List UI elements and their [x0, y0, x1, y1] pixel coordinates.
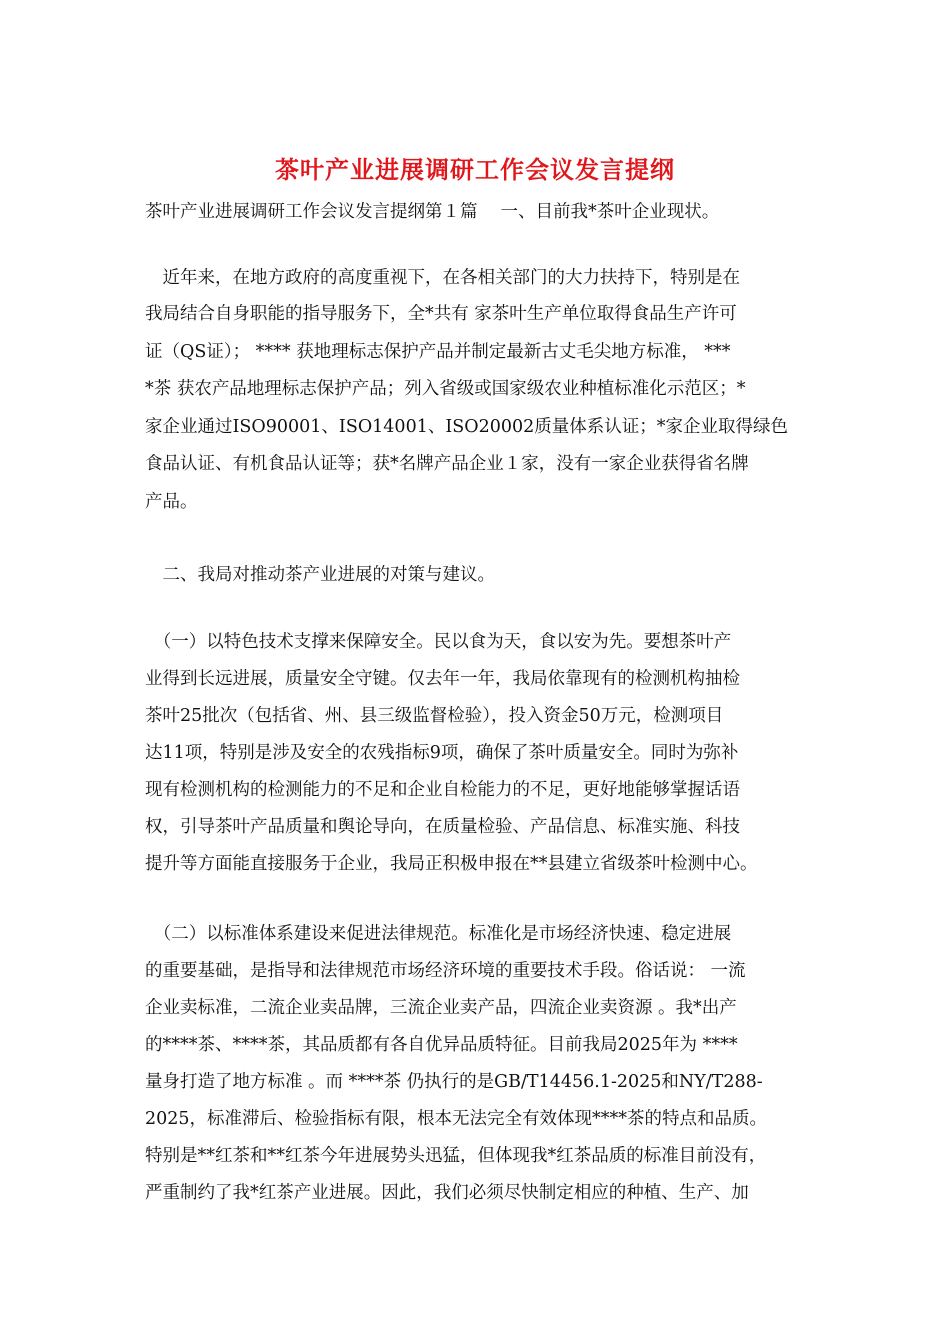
- intro-line: 茶叶产业进展调研工作会议发言提纲第１篇 一、目前我*茶叶企业现状。: [145, 202, 720, 222]
- para3-line: 严重制约了我*红茶产业进展。因此，我们必须尽快制定相应的种植、生产、加: [145, 1183, 749, 1203]
- para2-line: 现有检测机构的检测能力的不足和企业自检能力的不足，更好地能够掌握话语: [145, 780, 740, 800]
- para1-line: 产品。: [145, 492, 198, 512]
- section-heading: 二、我局对推动茶产业进展的对策与建议。: [145, 565, 495, 585]
- para3-line: 的****茶、****茶，其品质都有各自优异品质特征。目前我局2025年为 ****: [145, 1035, 738, 1055]
- para1-line: 我局结合自身职能的指导服务下，全*共有 家茶叶生产单位取得食品生产许可: [145, 304, 737, 324]
- para3-line: （二）以标准体系建设来促进法律规范。标准化是市场经济快速、稳定进展: [145, 924, 732, 944]
- document-title: 茶叶产业进展调研工作会议发言提纲: [275, 155, 675, 184]
- para3-line: 量身打造了地方标准 。而 ****茶 仍执行的是GB/T14456.1-2025和NY/T288-: [145, 1072, 763, 1092]
- para2-line: （一）以特色技术支撑来保障安全。民以食为天，食以安为先。要想茶叶产: [145, 632, 732, 652]
- para1-line: 证（QS证）； **** 获地理标志保护产品并制定最新古丈毛尖地方标准， ***: [145, 342, 731, 362]
- para2-line: 权，引导茶叶产品质量和舆论导向，在质量检验、产品信息、标准实施、科技: [145, 817, 740, 837]
- para2-line: 达11项，特别是涉及安全的农残指标9项，确保了茶叶质量安全。同时为弥补: [145, 743, 739, 763]
- para2-line: 提升等方面能直接服务于企业，我局正积极申报在**县建立省级茶叶检测中心。: [145, 854, 758, 874]
- para2-line: 茶叶25批次（包括省、州、县三级监督检验），投入资金50万元，检测项目: [145, 706, 724, 726]
- para3-line: 的重要基础，是指导和法律规范市场经济环境的重要技术手段。俗话说： 一流: [145, 961, 746, 981]
- para3-line: 特别是**红茶和**红茶今年进展势头迅猛，但体现我*红茶品质的标准目前没有，: [145, 1146, 767, 1166]
- para1-line: 家企业通过ISO90001、ISO14001、ISO20002质量体系认证；*家企业取得绿色: [145, 417, 789, 437]
- para1-line: 食品认证、有机食品认证等；获*名牌产品企业１家，没有一家企业获得省名牌: [145, 454, 749, 474]
- para3-line: 2025，标准滞后、检验指标有限，根本无法完全有效体现****茶的特点和品质。: [145, 1109, 768, 1129]
- para3-line: 企业卖标准，二流企业卖品牌，三流企业卖产品，四流企业卖资源 。我*出产: [145, 998, 737, 1018]
- para2-line: 业得到长远进展，质量安全守键。仅去年一年，我局依靠现有的检测机构抽检: [145, 669, 740, 689]
- para1-line: *茶 获农产品地理标志保护产品；列入省级或国家级农业种植标准化示范区；*: [145, 379, 746, 399]
- para1-line: 近年来，在地方政府的高度重视下，在各相关部门的大力扶持下，特别是在: [145, 268, 740, 288]
